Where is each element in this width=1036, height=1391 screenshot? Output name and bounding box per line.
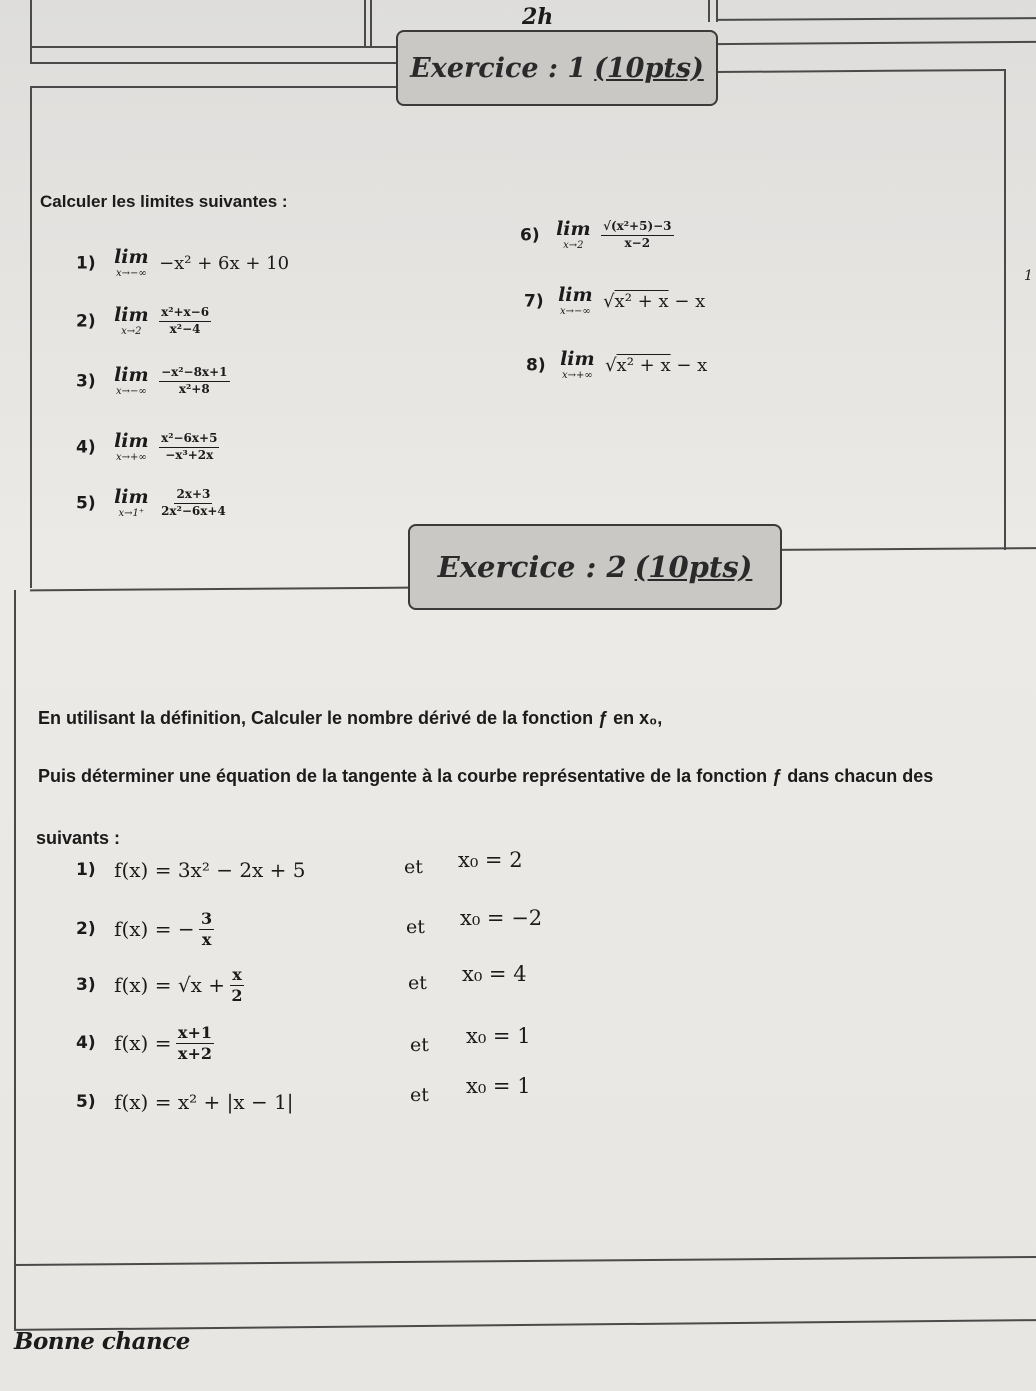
bottom-rule-1	[14, 1256, 1036, 1266]
et-5: et	[410, 1084, 429, 1106]
x0-5: x₀ = 1	[466, 1074, 531, 1098]
ex1-top-rule	[30, 86, 396, 88]
limit-item-2: 2) lim x→2 $\frac{\text{x²+x−6}}{\text{x²−4}}$	[76, 304, 210, 337]
right-margin-rule	[1004, 70, 1006, 550]
exercise2-points: (10pts)	[634, 550, 753, 584]
function-item-3: 3) f(x) = √x + $\frac{x}{2}$	[76, 965, 243, 1005]
limit-item-7: 7) lim x→−∞ √x² + x − x	[524, 284, 706, 317]
exercise2-title: Exercice : 2	[437, 550, 627, 584]
x0-3: x₀ = 4	[462, 962, 527, 986]
left-margin-rule-1	[30, 86, 32, 588]
function-item-4: 4) f(x) = $\frac{x+1}{x+2}$	[76, 1023, 212, 1063]
header-rule-lower	[30, 62, 396, 64]
x0-1: x₀ = 2	[458, 848, 523, 872]
good-luck-text: Bonne chance	[14, 1328, 190, 1355]
margin-mark: 1	[1024, 268, 1033, 284]
limit-item-8: 8) lim x→+∞ √x² + x − x	[526, 348, 708, 381]
header-rule-mid	[30, 46, 400, 48]
header-divider-3	[708, 0, 710, 22]
exercise1-title: Exercice : 1	[410, 52, 587, 84]
ex1-top-rule-right	[716, 69, 1006, 73]
ex2-rule-left	[30, 587, 408, 592]
exercise2-line1: En utilisant la définition, Calculer le nombre dérivé de la fonction ƒ en x₀,	[38, 708, 663, 728]
et-3: et	[408, 972, 427, 994]
x0-2: x₀ = −2	[460, 906, 543, 930]
limit-item-3: 3) lim x→−∞ $\frac{\text{−x²−8x+1}}{\text{x²+8}}$	[76, 364, 228, 397]
limit-item-6: 6) lim x→2 $\frac{\text{√(x²+5)−3}}{x-2}$	[520, 218, 672, 251]
limit-item-1: 1) lim x→−∞ −x² + 6x + 10	[76, 246, 290, 279]
exercise1-intro: Calculer les limites suivantes :	[40, 192, 288, 211]
ex2-rule-right	[778, 547, 1036, 551]
header-rule-top	[30, 0, 32, 62]
function-item-1: 1) f(x) = 3x² − 2x + 5	[76, 858, 306, 882]
exercise2-line3: suivants :	[36, 828, 121, 848]
header-divider-2	[370, 0, 372, 46]
header-rule-lower-right	[715, 41, 1036, 45]
exercise2-title-box	[408, 524, 782, 610]
exercise1-points: (10pts)	[594, 52, 704, 84]
exercise2-line2: Puis déterminer une équation de la tangente à la courbe représentative de la fonction ƒ dans chacun des	[38, 766, 934, 786]
et-1: et	[404, 856, 423, 878]
et-2: et	[406, 916, 425, 938]
header-divider-1	[364, 0, 366, 46]
limit-item-4: 4) lim x→+∞ $\frac{\text{x²−6x+5}}{\text{−x³+2x}}$	[76, 430, 218, 463]
x0-4: x₀ = 1	[466, 1024, 531, 1048]
exercise1-title-box	[396, 30, 718, 106]
function-item-2: 2) f(x) = − $\frac{3}{x}$	[76, 909, 213, 949]
duration-label: 2h	[522, 4, 554, 30]
et-4: et	[410, 1034, 429, 1056]
left-margin-rule-2	[14, 590, 16, 1330]
limit-item-5: 5) lim x→1⁺ $\frac{2x+3}{\text{2x²−6x+4}}$	[76, 486, 226, 519]
header-rule-right	[716, 17, 1036, 21]
function-item-5: 5) f(x) = x² + |x − 1|	[76, 1090, 294, 1114]
